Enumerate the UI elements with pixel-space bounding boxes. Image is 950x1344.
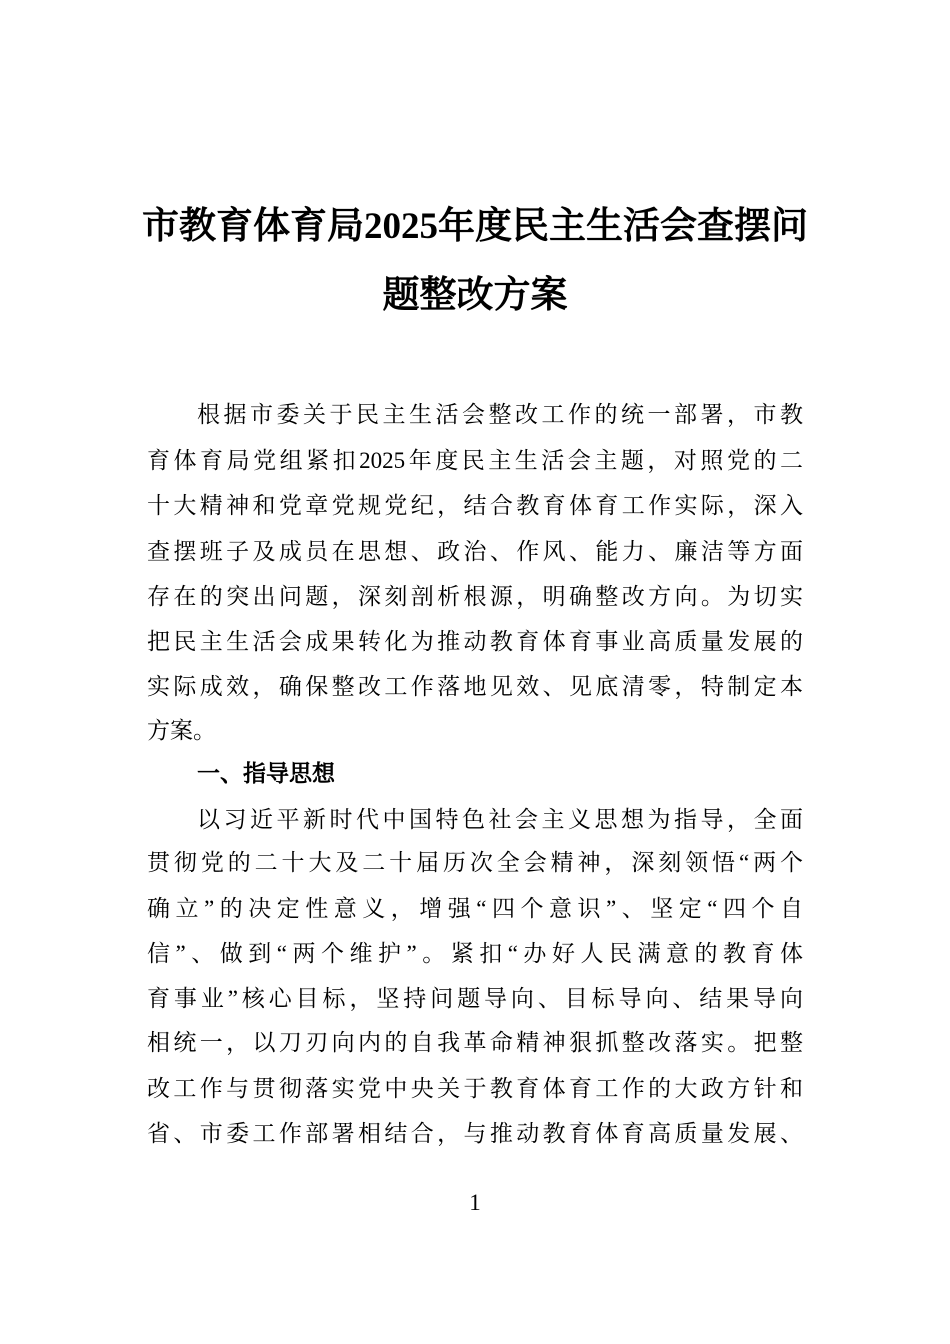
paragraph-line: 查摆班子及成员在思想、政治、作风、能力、廉洁等方面 — [147, 539, 803, 564]
document-title-line-1: 市教育体育局2025年度民主生活会查摆问 — [142, 206, 808, 247]
paragraph-line: 相统一，以刀刃向内的自我革命精神狠抓整改落实。把整 — [147, 1030, 803, 1055]
paragraph-line: 确立”的决定性意义，增强“四个意识”、坚定“四个自 — [147, 896, 803, 921]
paragraph-line: 把民主生活会成果转化为推动教育体育事业高质量发展的 — [147, 629, 803, 654]
paragraph-line: 存在的突出问题，深刻剖析根源，明确整改方向。为切实 — [147, 584, 803, 609]
page-number: 1 — [469, 1190, 481, 1215]
paragraph-line: 省、市委工作部署相结合，与推动教育体育高质量发展、 — [147, 1121, 803, 1146]
paragraph-line: 方案。 — [147, 718, 216, 743]
paragraph-line: 根据市委关于民主生活会整改工作的统一部署，市教 — [197, 402, 803, 427]
paragraph-line: 以习近平新时代中国特色社会主义思想为指导，全面 — [197, 807, 803, 832]
paragraph-line: 育事业”核心目标，坚持问题导向、目标导向、结果导向 — [147, 986, 803, 1011]
paragraph-line: 改工作与贯彻落实党中央关于教育体育工作的大政方针和 — [147, 1076, 803, 1101]
paragraph-line: 实际成效，确保整改工作落地见效、见底清零，特制定本 — [147, 674, 803, 699]
paragraph-line: 信”、做到“两个维护”。紧扣“办好人民满意的教育体 — [147, 941, 803, 966]
document-title-line-2: 题整改方案 — [382, 275, 568, 316]
paragraph-line: 育体育局党组紧扣2025年度民主生活会主题，对照党的二 — [147, 448, 803, 473]
paragraph-line: 贯彻党的二十大及二十届历次全会精神，深刻领悟“两个 — [147, 850, 803, 875]
paragraph-line: 十大精神和党章党规党纪，结合教育体育工作实际，深入 — [147, 493, 803, 518]
section-heading: 一、指导思想 — [197, 760, 335, 786]
